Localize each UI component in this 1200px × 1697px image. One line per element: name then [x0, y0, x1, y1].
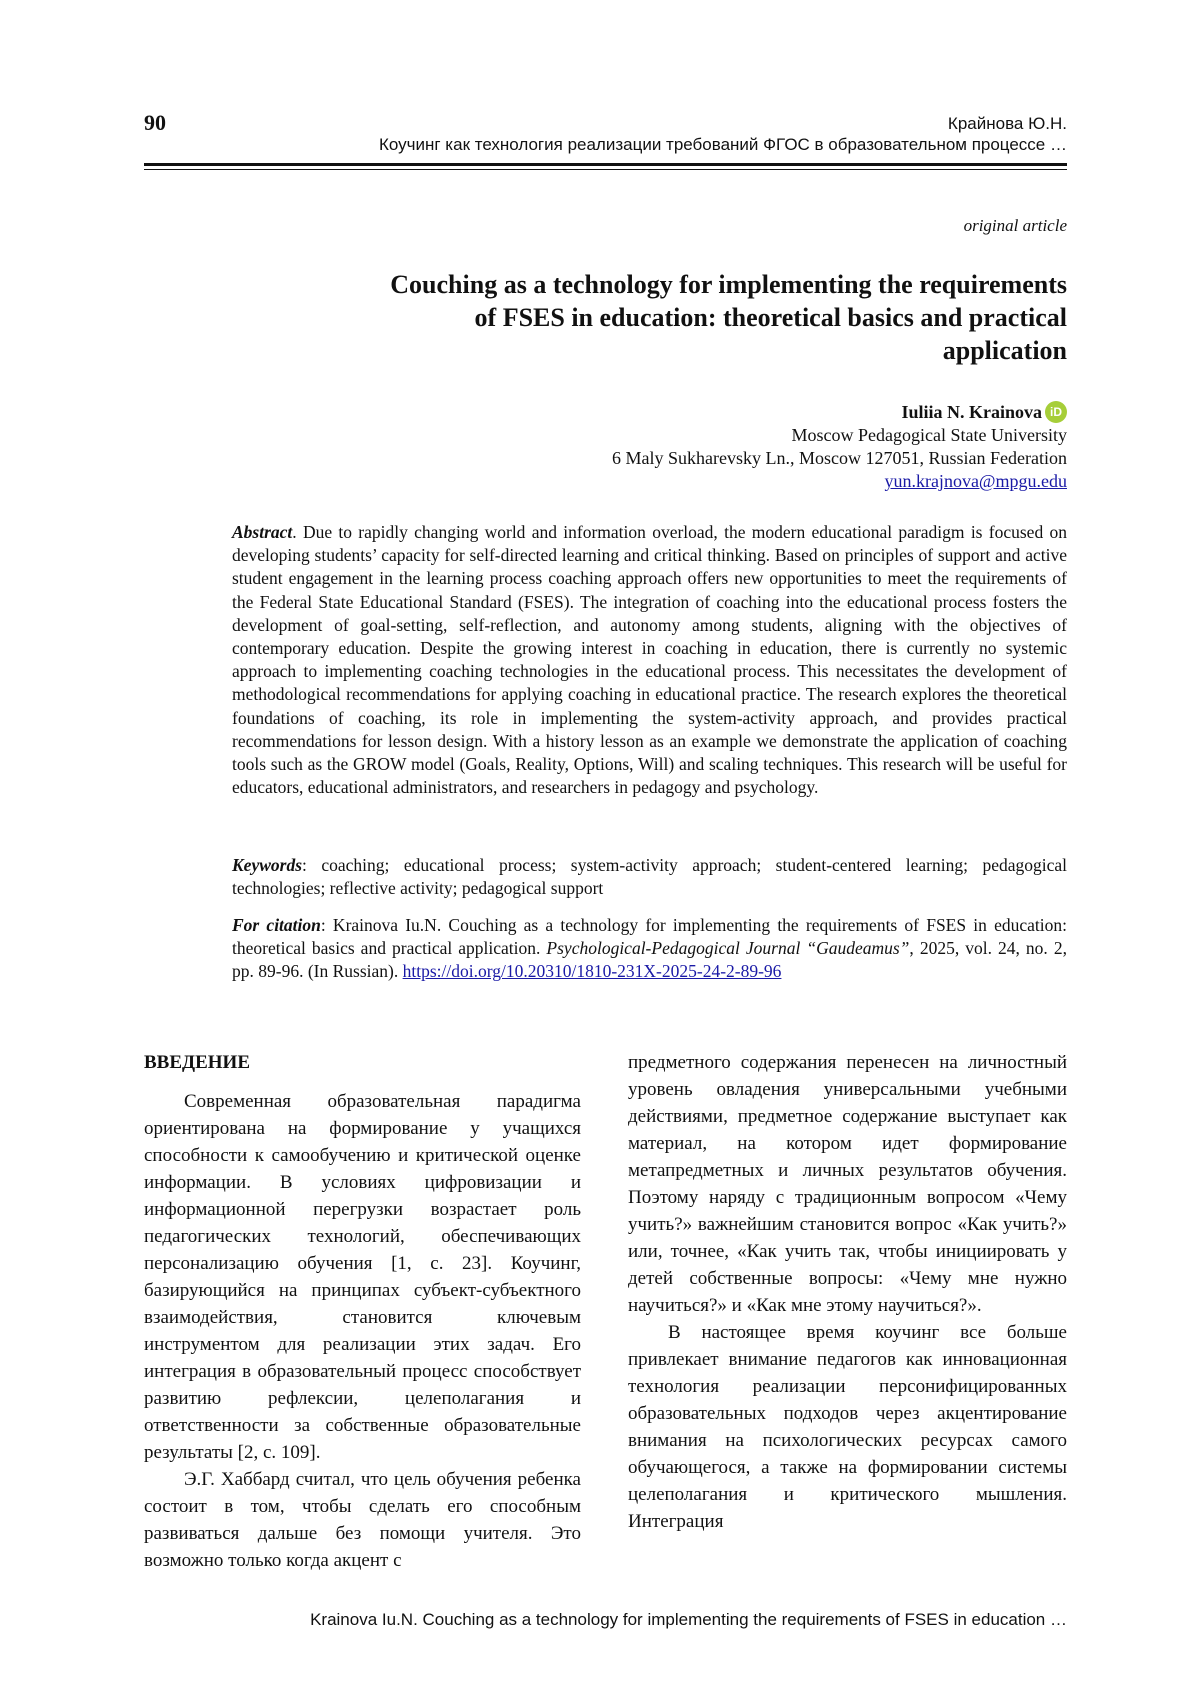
- author-name: Iuliia N. Krainova: [901, 402, 1042, 422]
- abstract: [232, 521, 1067, 799]
- header-rule-thin: [144, 169, 1067, 170]
- section-heading: ВВЕДЕНИЕ: [144, 1052, 250, 1073]
- header-rule: [144, 163, 1067, 166]
- keywords: [232, 854, 1067, 900]
- orcid-icon[interactable]: iD: [1045, 401, 1067, 423]
- body-column-right: [628, 1049, 1067, 1535]
- author-email-link[interactable]: yun.krajnova@mpgu.edu: [884, 471, 1067, 491]
- running-header-title: Коучинг как технология реализации требований ФГОС в образовательном процессе …: [378, 135, 1067, 154]
- citation-details: , 2025, vol. 24, no. 2, pp. 89-96. (In Russian).: [232, 938, 1067, 982]
- abstract-label: Abstract: [232, 522, 293, 542]
- citation: [232, 914, 1067, 984]
- body-paragraph: Современная образовательная парадигма ориентирована на формирование у учащихся способности к самообучению и критической оценке информации. В условиях цифровизации и информационной перегрузки возрастает роль педагогических технологий, обеспечивающих персонализацию обучения [1, с. 23]. Коучинг, базирующийся на принципах субъект-субъектного взаимодействия, становится ключевым инструментом для реализации этих задач. Его интеграция в образовательный процесс способствует развитию рефлексии, целеполагания и ответственности за собственные образовательные результаты [2, с. 109].: [144, 1091, 581, 1463]
- body-paragraph: Э.Г. Хаббард считал, что цель обучения ребенка состоит в том, чтобы сделать его способным развиваться дальше без помощи учителя. Это возможно только когда акцент с: [144, 1469, 581, 1571]
- article-type: original article: [963, 216, 1067, 235]
- body-paragraph: предметного содержания перенесен на личностный уровень овладения универсальными учебными действиями, предметное содержание выступает как материал, на котором идет формирование метапредметных и личных результатов обучения. Поэтому наряду с традиционным вопросом «Чему учить?» важнейшим становится вопрос «Как учить?» или, точнее, «Как учить так, чтобы инициировать у детей собственные вопросы: «Чему мне нужно научиться?» и «Как мне этому научиться?».: [628, 1052, 1067, 1316]
- author-affiliation: Moscow Pedagogical State University: [791, 425, 1067, 445]
- keywords-label: Keywords: [232, 855, 302, 875]
- citation-doi-link[interactable]: https://doi.org/10.20310/1810-231X-2025-24-2-89-96: [402, 961, 782, 982]
- body-paragraph: В настоящее время коучинг все больше привлекает внимание педагогов как инновационная технология реализации персонифицированных образовательных подходов через акцентирование внимания на психологических ресурсах самого обучающегося, а также на формировании системы целеполагания и критического мышления. Интеграция: [628, 1322, 1067, 1532]
- keywords-text: : coaching; educational process; system-activity approach; student-centered learning; pedagogical technologies; reflective activity; pedagogical support: [232, 855, 1067, 899]
- citation-label: For citation: [232, 915, 321, 935]
- running-header-author: Крайнова Ю.Н.: [947, 114, 1067, 133]
- author-block: [367, 401, 1067, 493]
- abstract-text: . Due to rapidly changing world and information overload, the modern educational paradigm is focused on developing students’ capacity for self-directed learning and critical thinking. Based on principles of support and active student engagement in the learning process coaching approach offers new opportunities to meet the requirements of the Federal State Educational Standard (FSES). The integration of coaching into the educational process fosters the development of goal-setting, self-reflection, and autonomy among students, aligning with the objectives of contemporary education. Despite the growing interest in coaching in education, there is currently no systemic approach to implementing coaching technologies in the educational process. This necessitates the development of methodological recommendations for applying coaching in educational practice. The research explores the theoretical foundations of coaching, its role in implementing the system-activity approach, and provides practical recommendations for lesson design. With a history lesson as an example we demonstrate the application of coaching tools such as the GROW model (Goals, Reality, Options, Will) and scaling techniques. This research will be useful for educators, educational administrators, and researchers in pedagogy and psychology.: [232, 522, 1067, 798]
- running-footer: Krainova Iu.N. Couching as a technology for implementing the requirements of FSES in education …: [310, 1610, 1067, 1629]
- citation-journal: Psychological-Pedagogical Journal “Gaudeamus”: [546, 938, 910, 959]
- author-address: 6 Maly Sukharevsky Ln., Moscow 127051, Russian Federation: [612, 448, 1067, 468]
- page-number: 90: [144, 110, 166, 135]
- citation-text: : Krainova Iu.N. Couching as a technology for implementing the requirements of FSES in education: theoretical basics and practical application.: [232, 915, 1067, 959]
- article-title: Couching as a technology for implementing the requirements of FSES in education: theoretical basics and practical application: [390, 270, 1067, 365]
- body-column-left: [144, 1049, 581, 1574]
